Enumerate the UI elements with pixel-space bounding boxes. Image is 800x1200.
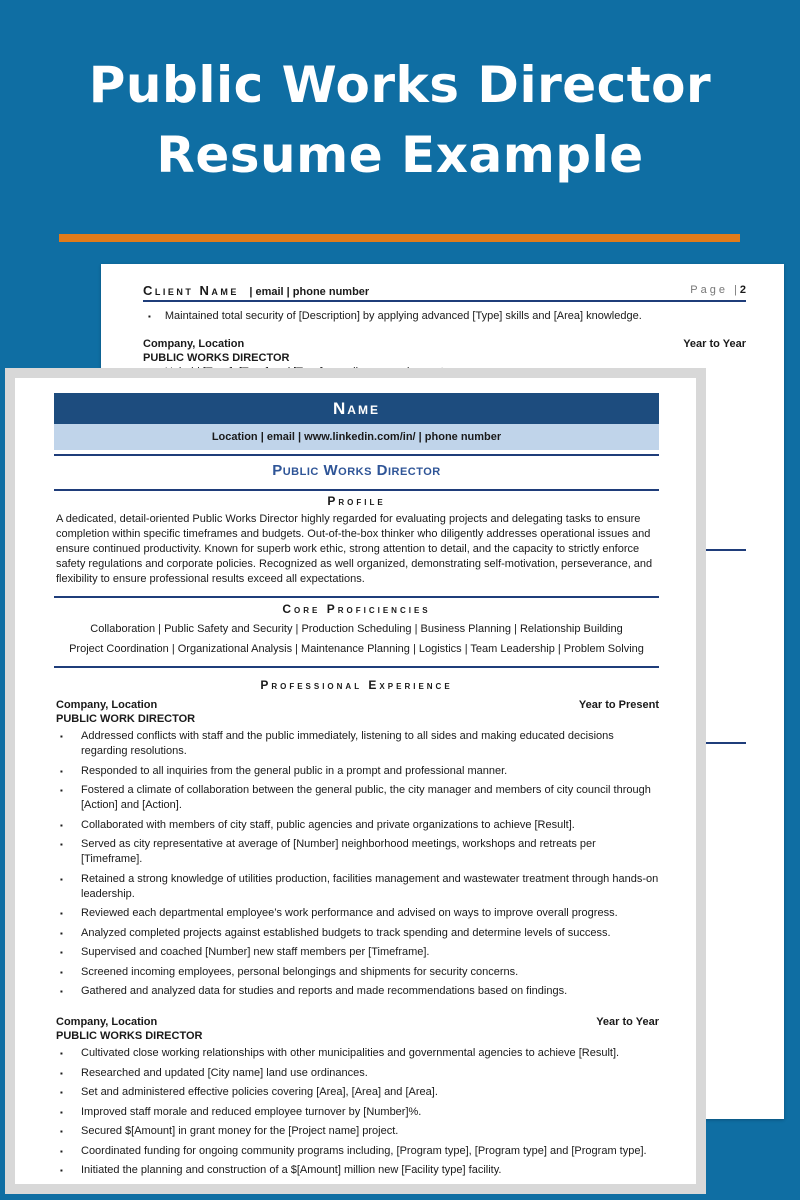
- page2-role: PUBLIC WORKS DIRECTOR: [143, 352, 290, 364]
- core-line-2: Project Coordination | Organizational Analysis | Maintenance Planning | Logistics | Team Leadership | Problem Solving: [69, 643, 644, 655]
- job-role: PUBLIC WORKS DIRECTOR: [56, 1030, 203, 1042]
- job-header: [56, 699, 659, 713]
- job-bullet: ▪ Analyzed completed projects against established budgets to track spending and determine levels of success.: [56, 926, 659, 941]
- job-entry: [56, 699, 659, 1004]
- resume-contact: Location | email | www.linkedin.com/in/ | phone number: [54, 424, 659, 450]
- job-bullet: ▪ Gathered and analyzed data for studies and reports and made recommendations based on findings.: [56, 984, 659, 999]
- profile-heading: Profile: [327, 494, 386, 508]
- page2-page-label: Page |: [690, 284, 740, 296]
- core-heading: Core Proficiencies: [282, 602, 431, 616]
- page2-header: [143, 282, 746, 302]
- page2-years: Year to Year: [683, 338, 746, 350]
- page2-company-row: [143, 338, 746, 350]
- job-bullet: ▪ Initiated the planning and construction of a $[Amount] million new [Facility type] facility.: [56, 1163, 659, 1178]
- job-bullet: ▪ Reviewed each departmental employee’s work performance and advised on ways to improve overall progress.: [56, 906, 659, 921]
- orange-divider: [59, 234, 740, 242]
- job-bullet: ▪ Coordinated funding for ongoing community programs including, [Program type], [Program type] and [Program type].: [56, 1144, 659, 1159]
- job-company: Company, Location: [56, 699, 158, 711]
- job-bullet: ▪ Served as city representative at average of [Number] neighborhood meetings, workshops and retreats per [Timeframe].: [56, 837, 659, 867]
- job-bullet: ▪ Retained a strong knowledge of utilities production, facilities management and wastewater treatment through hands-on leadership.: [56, 872, 659, 902]
- resume-name: Name: [54, 393, 659, 424]
- divider: [54, 454, 659, 456]
- page2-contact: | email | phone number: [249, 286, 370, 298]
- core-line-1: Collaboration | Public Safety and Security | Production Scheduling | Business Planning | Relationship Building: [90, 623, 623, 635]
- job-years: Year to Year: [596, 1016, 659, 1028]
- divider: [54, 489, 659, 491]
- job-bullet: ▪ Collaborated with members of city staff, public agencies and private organizations to achieve [Result].: [56, 818, 659, 833]
- divider: [54, 666, 659, 668]
- page2-page-number: 2: [739, 284, 746, 296]
- page2-company: Company, Location: [143, 338, 245, 350]
- job-bullet: ▪ Researched and updated [City name] land use ordinances.: [56, 1066, 659, 1081]
- job-bullet: ▪ Responded to all inquiries from the general public in a prompt and professional manner.: [56, 764, 659, 779]
- resume-title: Public Works Director: [272, 462, 441, 479]
- job-bullet: ▪ Cultivated close working relationships with other municipalities and governmental agencies to achieve [Result].: [56, 1046, 659, 1061]
- job-role: PUBLIC WORK DIRECTOR: [56, 713, 196, 725]
- job-bullets: [56, 729, 659, 999]
- job-header: [56, 1016, 659, 1030]
- job-bullet: ▪ Supervised and coached [Number] new staff members per [Timeframe].: [56, 945, 659, 960]
- page2-rule: [706, 549, 746, 551]
- hero-title-line1: Public Works Director: [88, 56, 712, 114]
- hero-title: [0, 50, 800, 190]
- divider: [54, 596, 659, 598]
- job-bullet: ▪ Fostered a climate of collaboration between the general public, the city manager and members of city council through [Action] and [Action].: [56, 783, 659, 813]
- resume-sheet: [15, 378, 696, 1184]
- hero-title-line2: Resume Example: [156, 126, 644, 184]
- job-years: Year to Present: [578, 699, 659, 711]
- experience-heading: Professional Experience: [260, 678, 453, 692]
- job-company: Company, Location: [56, 1016, 158, 1028]
- page2-bullet: ▪ Maintained total security of [Description] by applying advanced [Type] skills and [Area] knowledge.: [148, 310, 642, 322]
- job-bullet: ▪ Improved staff morale and reduced employee turnover by [Number]%.: [56, 1105, 659, 1120]
- page2-client-name: Client Name: [143, 283, 239, 298]
- job-bullet: ▪ Screened incoming employees, personal belongings and shipments for security concerns.: [56, 965, 659, 980]
- job-bullet: ▪ Set and administered effective policies covering [Area], [Area] and [Area].: [56, 1085, 659, 1100]
- profile-text: A dedicated, detail-oriented Public Works Director highly regarded for evaluating projects and delegating tasks to ensure completion within specific timeframes and budgets. Out-of-the-box thinker who diligently addresses operational issues and ensure continued productivity. Known for superb work ethic, strong attention to detail, and the capacity to strictly enforce safety regulations and corporate policies. Recognized as well organized, demonstrating self-motivation, perseverance, and flexibility to ensure professional results exceed all expectations.: [56, 513, 653, 585]
- resume-page-1: [15, 378, 696, 1184]
- job-bullet: ▪ Secured $[Amount] in grant money for the [Project name] project.: [56, 1124, 659, 1139]
- page2-page-indicator: [690, 284, 746, 296]
- page2-rule: [706, 742, 746, 744]
- job-entry: [56, 1016, 659, 1183]
- job-bullet: ▪ Addressed conflicts with staff and the public immediately, listening to all sides and making educated decisions regarding resolutions.: [56, 729, 659, 759]
- page2-cut-bullet: ▪ Uphold [Type], [Type] and [Type] compliance requirements.: [148, 366, 452, 378]
- job-bullets: [56, 1046, 659, 1178]
